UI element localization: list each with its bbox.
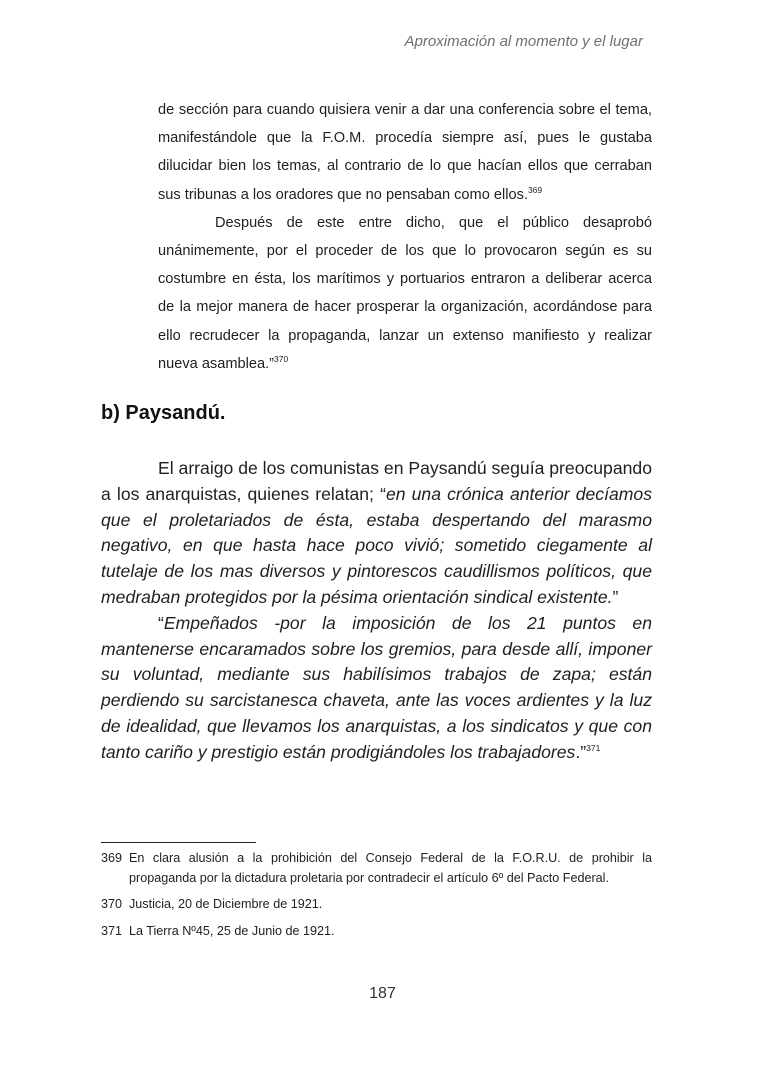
quote-paragraph	[158, 209, 652, 378]
footnote-text: La Tierra Nº45, 25 de Junio de 1921.	[129, 923, 335, 938]
quote-text: de sección para cuando quisiera venir a dar una conferencia sobre el tema, manifestándole que la F.O.M. procedía siempre así, pues le gustaba dilucidar bien los temas, al contrario de lo que hacían ellos que cerraban sus tribunas a los oradores que no pensaban como ellos.	[158, 102, 652, 203]
footnote-divider	[101, 842, 256, 843]
footnote-text: Justicia, 20 de Diciembre de 1921.	[129, 897, 323, 911]
footnote-ref: 371	[586, 742, 601, 753]
quote-block	[158, 96, 652, 378]
footnote-ref: 369	[527, 184, 543, 195]
closing-quote: ”	[612, 586, 619, 607]
footnote-number: 369	[101, 851, 123, 865]
body-paragraph	[101, 456, 652, 611]
opening-quote: “	[158, 612, 164, 633]
footnotes	[101, 849, 652, 948]
footnote	[101, 849, 652, 888]
closing-quote: .”	[575, 741, 587, 762]
footnote-ref: 370	[274, 353, 289, 364]
footnote-text: En clara alusión a la prohibición del Consejo Federal de la F.O.R.U. de prohibir la propaganda por la dictadura proletaria por contradecir el artículo 6º del Pacto Federal.	[129, 851, 652, 885]
running-header: Aproximación al momento y el lugar	[404, 33, 643, 50]
body-text	[101, 456, 652, 766]
body-text-plain: El arraigo de los comunistas en Paysandú seguía preocupando a los anarquistas, quienes relatan; “	[101, 458, 652, 504]
footnote-number: 370	[101, 897, 123, 911]
body-text-italic: en una crónica anterior decíamos que el proletariados de ésta, estaba despertando del marasmo negativo, en que hasta hace poco vivió; sometido ciegamente al tutelaje de los mas diversos y pintorescos caudillismos políticos, que medraban protegidos por la pésima orientación sindical existente.	[101, 483, 653, 607]
footnote	[101, 895, 652, 915]
footnote-number: 371	[101, 923, 123, 938]
page-number: 187	[369, 985, 396, 1002]
body-text-italic: Empeñados -por la imposición de los 21 puntos en mantenerse encaramados sobre los gremios, para desde allí, imponer su voluntad, mediante sus habilísimos trabajos de zapa; están perdiendo su sarcistanesca chaveta, ante las voces ardientes y la luz de idealidad, que llevamos los anarquistas, a los sindicatos y que con tanto cariño y prestigio están prodigiándoles los trabajadores	[101, 612, 652, 762]
section-heading: b) Paysandú.	[101, 402, 226, 424]
quote-text: Después de este entre dicho, que el público desaprobó unánimemente, por el proceder de los que lo provocaron según es su costumbre en ésta, los marítimos y portuarios entraron a deliberar acerca de la mejor manera de hacer prosperar la organización, acordándose para ello recrudecer la propaganda, lanzar un extenso manifiesto y realizar nueva asamblea.”	[158, 214, 652, 372]
footnote	[101, 922, 652, 942]
body-paragraph	[101, 611, 652, 766]
quote-paragraph	[158, 96, 652, 209]
